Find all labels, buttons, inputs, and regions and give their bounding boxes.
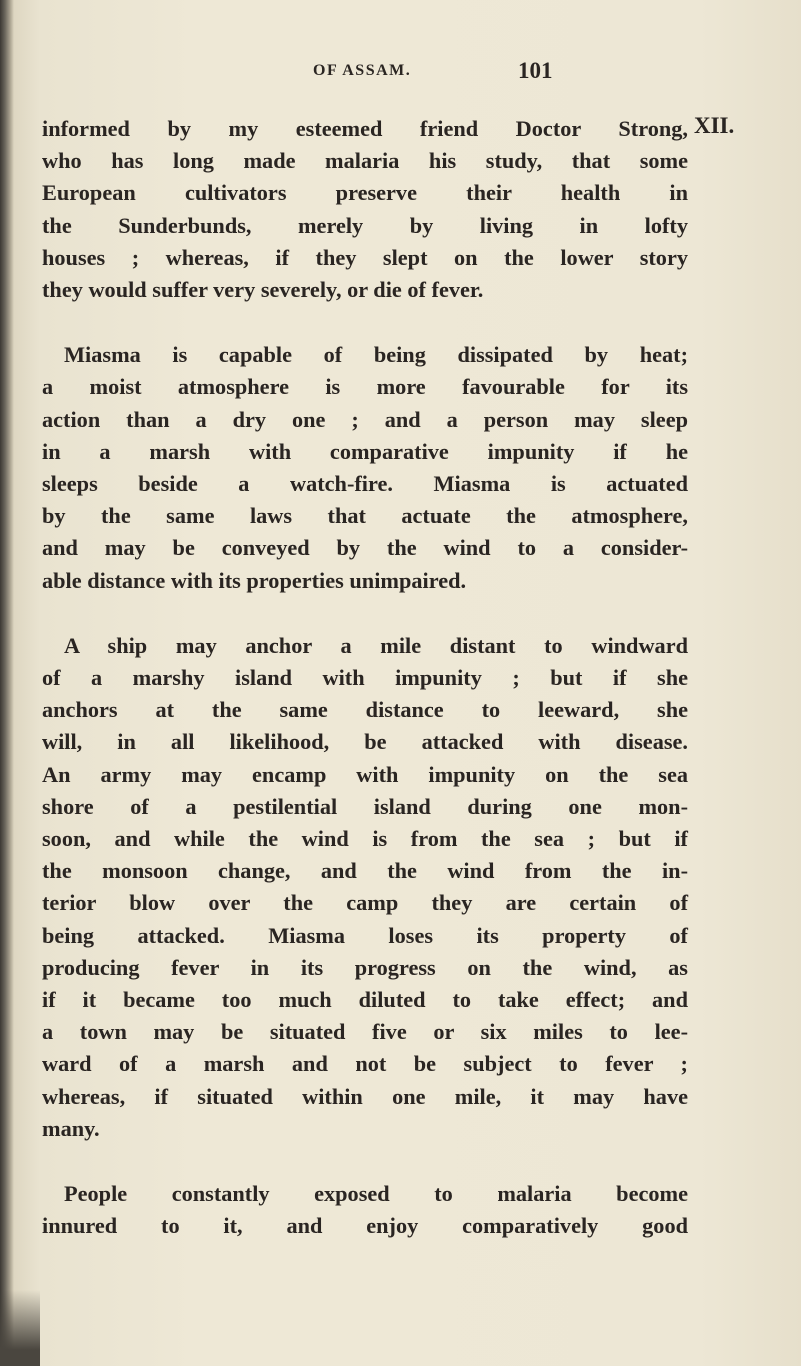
text-line: in a marsh with comparative impunity if he [42, 438, 688, 464]
page-header [0, 58, 801, 88]
text-line: European cultivators preserve their health in [42, 180, 688, 206]
text-line: the Sunderbunds, merely by living in lofty [42, 212, 688, 238]
text-line: An army may encamp with impunity on the sea [42, 761, 688, 787]
text-line: informed by my esteemed friend Doctor Strong, [42, 116, 688, 141]
text-line: many. [42, 1115, 100, 1141]
paragraph [42, 113, 688, 306]
text-line: ward of a marsh and not be subject to fever ; [42, 1051, 688, 1077]
text-line: the monsoon change, and the wind from the in- [42, 858, 688, 884]
text-line: soon, and while the wind is from the sea ; but if [42, 826, 688, 852]
page-number: 101 [518, 58, 553, 83]
text-line: and may be conveyed by the wind to a consider- [42, 535, 688, 561]
text-line: shore of a pestilential island during one mon- [42, 793, 688, 819]
text-line: by the same laws that actuate the atmosphere, [42, 503, 688, 529]
text-line: who has long made malaria his study, that some [42, 148, 688, 174]
text-line: will, in all likelihood, be attacked with disease. [42, 729, 688, 755]
text-line: terior blow over the camp they are certain of [42, 890, 688, 916]
text-line: able distance with its properties unimpaired. [42, 567, 467, 593]
paragraph [42, 630, 688, 1145]
text-line: if it became too much diluted to take effect; and [42, 987, 688, 1013]
paragraph [42, 1178, 688, 1242]
text-line: anchors at the same distance to leeward, she [42, 697, 688, 723]
paragraph [42, 339, 688, 597]
text-line: sleeps beside a watch-fire. Miasma is actuated [42, 471, 688, 497]
text-line: whereas, if situated within one mile, it may have [42, 1083, 688, 1109]
text-line: People constantly exposed to malaria become [64, 1181, 688, 1207]
text-line: a moist atmosphere is more favourable for its [42, 374, 688, 400]
text-line: action than a dry one ; and a person may sleep [42, 406, 688, 432]
running-head: OF ASSAM. [313, 62, 412, 79]
text-line: being attacked. Miasma loses its property of [42, 922, 688, 948]
text-line: producing fever in its progress on the wind, as [42, 954, 688, 980]
text-line: innured to it, and enjoy comparatively good [42, 1213, 688, 1239]
text-line: they would suffer very severely, or die of fever. [42, 277, 484, 303]
body-text [42, 113, 688, 1243]
text-line: of a marshy island with impunity ; but if she [42, 665, 688, 691]
text-line: houses ; whereas, if they slept on the lower story [42, 244, 688, 270]
text-line: A ship may anchor a mile distant to windward [64, 632, 688, 658]
text-line: a town may be situated five or six miles to lee- [42, 1019, 688, 1045]
chapter-marker: XII. [694, 113, 735, 138]
page-gutter [0, 0, 14, 1366]
page-gutter-shadow [0, 1290, 40, 1366]
text-line: Miasma is capable of being dissipated by heat; [64, 342, 688, 368]
